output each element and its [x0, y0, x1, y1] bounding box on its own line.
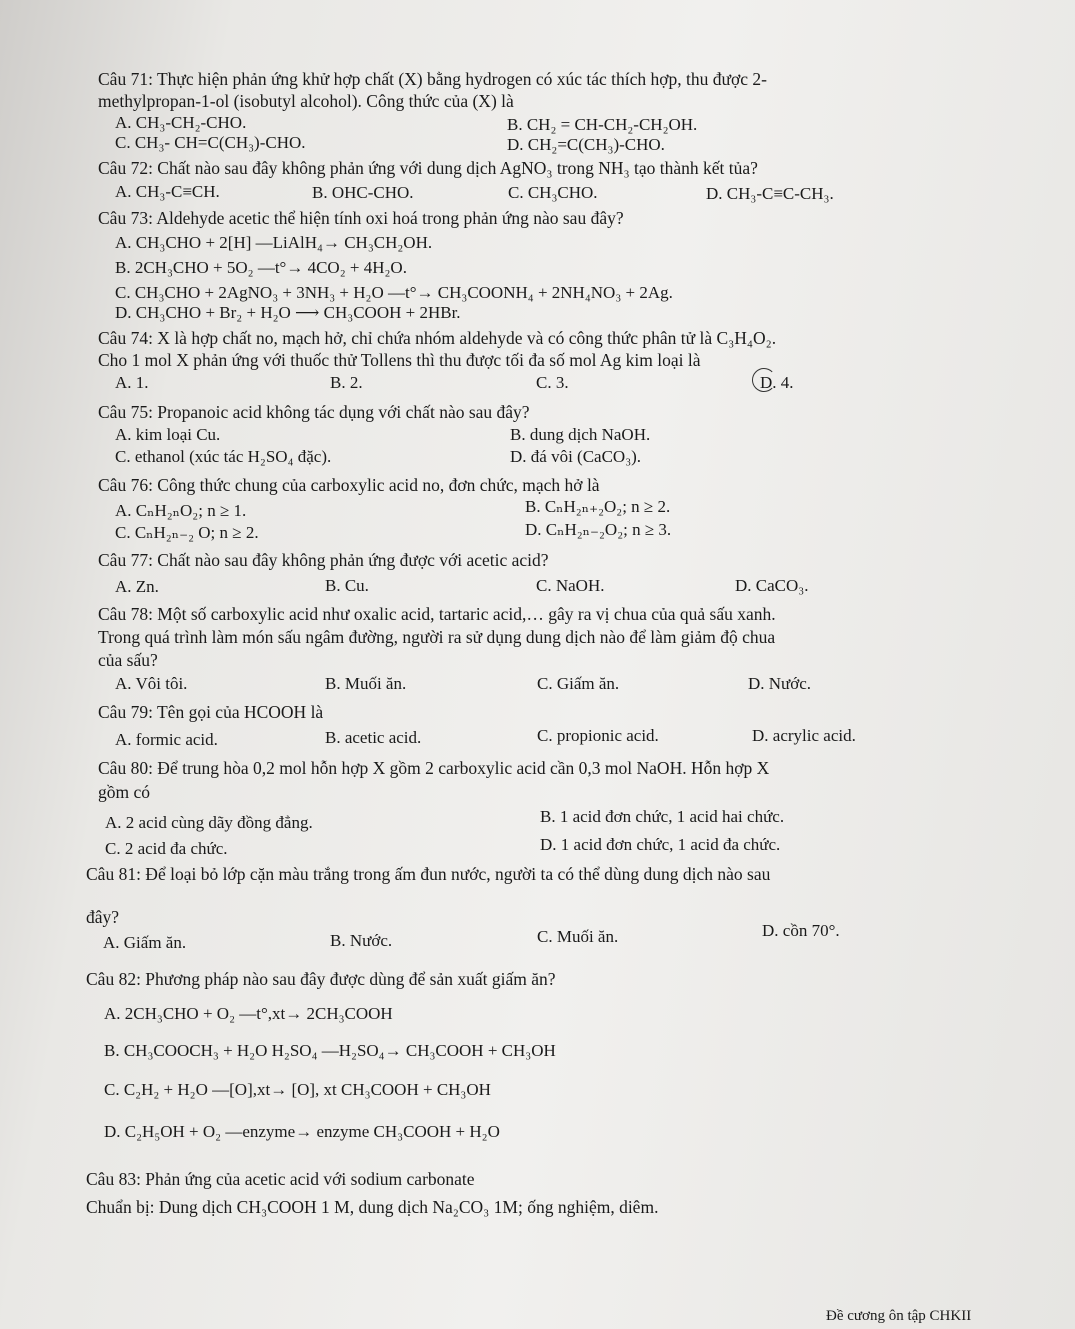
- q79-stem: Câu 79: Tên gọi của HCOOH là: [98, 702, 324, 722]
- q78-option-c: C. Giấm ăn.: [537, 674, 620, 693]
- q81-option-d: D. cồn 70°.: [762, 921, 840, 940]
- q71-option-a: A. CH₃-CH₂-CHO.: [115, 113, 247, 132]
- q75-option-b: B. dung dịch NaOH.: [510, 425, 651, 444]
- q80-option-a: A. 2 acid cùng dãy đồng đẳng.: [105, 813, 313, 832]
- q81-stem-line2: đây?: [86, 907, 120, 927]
- q71-stem-line1: Câu 71: Thực hiện phản ứng khử hợp chất (X) bằng hydrogen có xúc tác thích hợp, thu được 2-: [98, 69, 767, 89]
- q75-option-d: D. đá vôi (CaCO₃).: [510, 447, 642, 466]
- q72-option-b: B. OHC-CHO.: [312, 183, 414, 202]
- q77-option-a: A. Zn.: [115, 577, 159, 596]
- q76-stem: Câu 76: Công thức chung của carboxylic acid no, đơn chức, mạch hở là: [98, 475, 600, 495]
- footer-text: Đề cương ôn tập CHKII: [826, 1308, 972, 1324]
- q82-stem: Câu 82: Phương pháp nào sau đây được dùng để sản xuất giấm ăn?: [86, 969, 556, 989]
- q83-stem: Câu 83: Phản ứng của acetic acid với sodium carbonate: [86, 1169, 475, 1189]
- answer-mark-circle: [752, 368, 776, 392]
- q78-option-b: B. Muối ăn.: [325, 674, 407, 693]
- q79-option-d: D. acrylic acid.: [752, 726, 856, 745]
- q72-option-c: C. CH₃CHO.: [508, 183, 598, 202]
- q72-option-d: D. CH₃-C≡C-CH₃.: [706, 184, 834, 203]
- q71-option-b: B. CH₂ = CH-CH₂-CH₂OH.: [507, 115, 698, 134]
- q77-option-c: C. NaOH.: [536, 576, 605, 595]
- q79-option-a: A. formic acid.: [115, 730, 218, 749]
- q78-stem-line3: của sấu?: [98, 650, 158, 670]
- q75-option-a: A. kim loại Cu.: [115, 425, 221, 444]
- q78-stem-line1: Câu 78: Một số carboxylic acid như oxalic acid, tartaric acid,… gây ra vị chua của quả sấu xanh.: [98, 604, 776, 624]
- q78-stem-line2: Trong quá trình làm món sấu ngâm đường, người ra sử dụng dung dịch nào để làm giảm độ chua: [98, 627, 776, 647]
- q80-option-c: C. 2 acid đa chức.: [105, 839, 228, 858]
- q82-option-a: A. 2CH₃CHO + O₂ —t°,xt→ 2CH₃COOH: [104, 1004, 393, 1023]
- q78-option-a: A. Vôi tôi.: [115, 674, 188, 693]
- q78-option-d: D. Nước.: [748, 674, 812, 693]
- q76-option-a: A. CₙH₂ₙO₂; n ≥ 1.: [115, 501, 247, 520]
- q73-stem: Câu 73: Aldehyde acetic thể hiện tính oxi hoá trong phản ứng nào sau đây?: [98, 208, 624, 228]
- q74-option-a: A. 1.: [115, 373, 149, 392]
- q82-option-d: D. C₂H₅OH + O₂ —enzyme→ enzyme CH₃COOH + H₂O: [104, 1122, 500, 1141]
- q74-option-d: D. 4.: [760, 373, 794, 392]
- q72-stem: Câu 72: Chất nào sau đây không phản ứng với dung dịch AgNO₃ trong NH₃ tạo thành kết tủa?: [98, 158, 758, 178]
- q77-stem: Câu 77: Chất nào sau đây không phản ứng được với acetic acid?: [98, 550, 549, 570]
- q76-option-d: D. CₙH₂ₙ₋₂O₂; n ≥ 3.: [525, 520, 672, 539]
- q73-option-a: A. CH₃CHO + 2[H] —LiAlH₄→ CH₃CH₂OH.: [115, 233, 433, 252]
- q80-option-b: B. 1 acid đơn chức, 1 acid hai chức.: [540, 807, 785, 826]
- q74-stem-line2: Cho 1 mol X phản ứng với thuốc thử Tollens thì thu được tối đa số mol Ag kim loại là: [98, 350, 701, 370]
- q77-option-d: D. CaCO₃.: [735, 576, 809, 595]
- q81-option-a: A. Giấm ăn.: [103, 933, 187, 952]
- q80-stem-line1: Câu 80: Để trung hòa 0,2 mol hỗn hợp X gồm 2 carboxylic acid cần 0,3 mol NaOH. Hỗn hợp X: [98, 758, 770, 778]
- q73-option-b: B. 2CH₃CHO + 5O₂ —t°→ 4CO₂ + 4H₂O.: [115, 258, 407, 277]
- q80-stem-line2: gồm có: [98, 782, 151, 802]
- q75-option-c: C. ethanol (xúc tác H₂SO₄ đặc).: [115, 447, 332, 466]
- q82-option-c: C. C₂H₂ + H₂O —[O],xt→ [O], xt CH₃COOH + CH₃OH: [104, 1080, 491, 1099]
- q74-option-b: B. 2.: [330, 373, 363, 392]
- q79-option-c: C. propionic acid.: [537, 726, 659, 745]
- q71-stem-line2: methylpropan-1-ol (isobutyl alcohol). Công thức của (X) là: [98, 91, 514, 111]
- q74-option-c: C. 3.: [536, 373, 569, 392]
- q80-option-d: D. 1 acid đơn chức, 1 acid đa chức.: [540, 835, 781, 854]
- q73-option-d: D. CH₃CHO + Br₂ + H₂O ⟶ CH₃COOH + 2HBr.: [115, 303, 461, 322]
- q83-preparation: Chuẩn bị: Dung dịch CH₃COOH 1 M, dung dịch Na₂CO₃ 1M; ống nghiệm, diêm.: [86, 1197, 659, 1217]
- q79-option-b: B. acetic acid.: [325, 728, 422, 747]
- q74-stem-line1: Câu 74: X là hợp chất no, mạch hở, chỉ chứa nhóm aldehyde và có công thức phân tử là C₃H₄O₂.: [98, 328, 777, 348]
- q77-option-b: B. Cu.: [325, 576, 369, 595]
- q73-option-c: C. CH₃CHO + 2AgNO₃ + 3NH₃ + H₂O —t°→ CH₃COONH₄ + 2NH₄NO₃ + 2Ag.: [115, 283, 673, 302]
- q72-option-a: A. CH₃-C≡CH.: [115, 182, 220, 201]
- q76-option-c: C. CₙH₂ₙ₋₂ O; n ≥ 2.: [115, 523, 259, 542]
- q81-option-b: B. Nước.: [330, 931, 393, 950]
- q81-option-c: C. Muối ăn.: [537, 927, 619, 946]
- q82-option-b: B. CH₃COOCH₃ + H₂O H₂SO₄ —H₂SO₄→ CH₃COOH + CH₃OH: [104, 1041, 556, 1060]
- q76-option-b: B. CₙH₂ₙ₊₂O₂; n ≥ 2.: [525, 497, 671, 516]
- q81-stem-line1: Câu 81: Để loại bỏ lớp cặn màu trắng trong ấm đun nước, người ta có thể dùng dung dịch nào sau: [86, 864, 771, 884]
- q75-stem: Câu 75: Propanoic acid không tác dụng với chất nào sau đây?: [98, 402, 530, 422]
- q71-option-d: D. CH₂=C(CH₃)-CHO.: [507, 135, 665, 154]
- q71-option-c: C. CH₃- CH=C(CH₃)-CHO.: [115, 133, 306, 152]
